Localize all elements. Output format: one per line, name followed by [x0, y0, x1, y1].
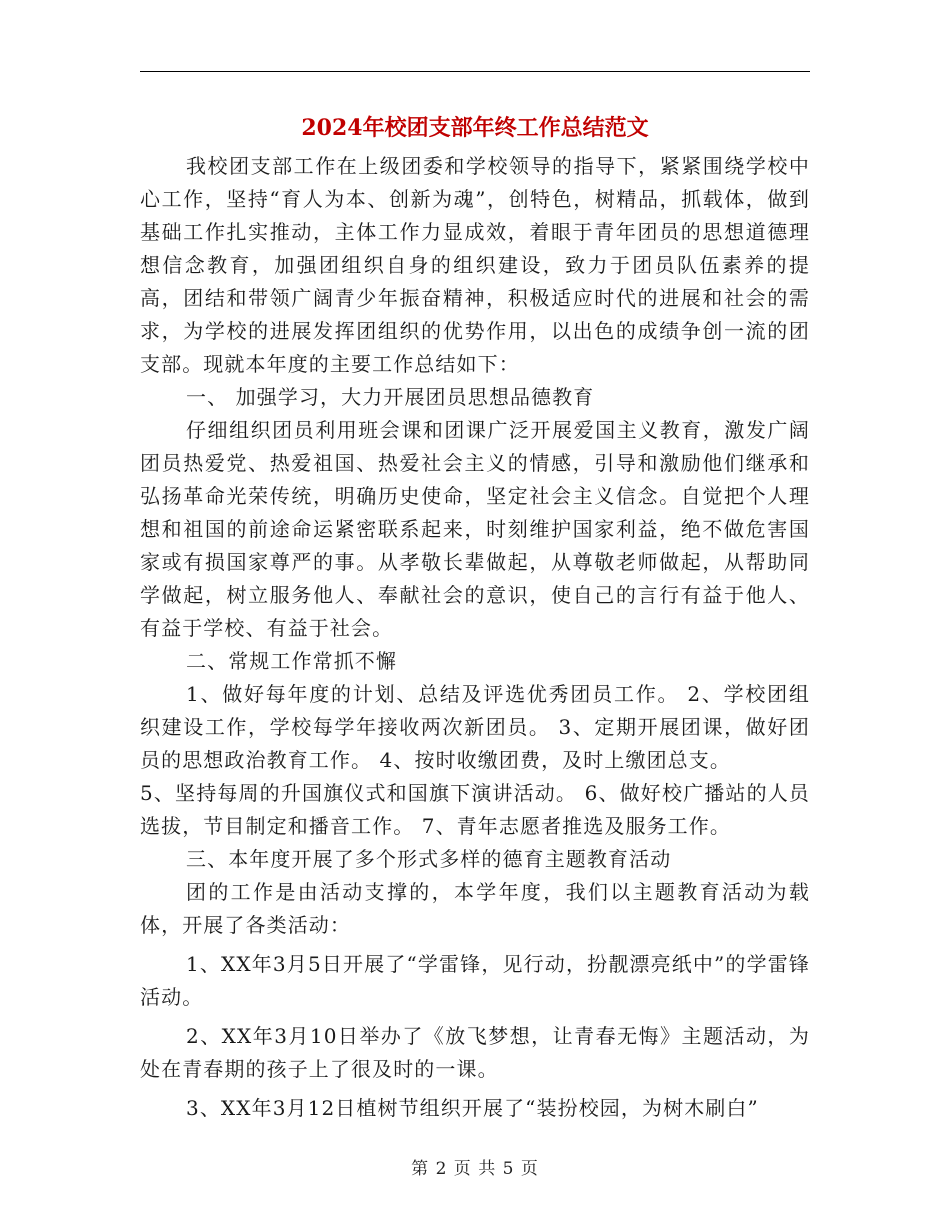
header-rule: [140, 71, 810, 72]
activity-item-2: 2、XX年3月10日举办了《放飞梦想，让青春无悔》主题活动，为处在青春期的孩子上了很及时的一课。: [140, 1024, 810, 1081]
document-body: [140, 150, 810, 1125]
paragraph-routine-2: 5、坚持每周的升国旗仪式和国旗下演讲活动。 6、做好校广播站的人员选拔，节目制定和播音工作。 7、青年志愿者推选及服务工作。: [140, 781, 810, 838]
section-heading-3: 三、本年度开展了多个形式多样的德育主题教育活动: [186, 847, 672, 871]
section-heading-1: 一、 加强学习，大力开展团员思想品德教育: [186, 385, 595, 409]
paragraph-section-1: 仔细组织团员利用班会课和团课广泛开展爱国主义教育，激发广阔团员热爱党、热爱祖国、热爱社会主义的情感，引导和激励他们继承和弘扬革命光荣传统，明确历史使命，坚定社会主义信念。自觉把个人理想和祖国的前途命运紧密联系起来，时刻维护国家利益，绝不做危害国家或有损国家尊严的事。从孝敬长辈做起，从尊敬老师做起，从帮助同学做起，树立服务他人、奉献社会的意识，使自己的言行有益于他人、有益于学校、有益于社会。: [140, 418, 810, 640]
page-number: 第 2 页 共 5 页: [411, 1159, 539, 1179]
activity-item-3: 3、XX年3月12日植树节组织开展了“装扮校园，为树木刷白”: [186, 1096, 759, 1120]
paragraph-intro: 我校团支部工作在上级团委和学校领导的指导下，紧紧围绕学校中心工作，坚持“育人为本、创新为魂”，创特色，树精品，抓载体，做到基础工作扎实推动，主体工作力显成效，着眼于青年团员的思想道德理想信念教育，加强团组织自身的组织建设，致力于团员队伍素养的提高，团结和带领广阔青少年振奋精神，积极适应时代的进展和社会的需求，为学校的进展发挥团组织的优势作用，以出色的成绩争创一流的团支部。现就本年度的主要工作总结如下：: [140, 154, 810, 376]
document-title: 2024年校团支部年终工作总结范文: [301, 115, 649, 141]
section-heading-2: 二、常规工作常抓不懈: [186, 649, 397, 673]
paragraph-activities-intro: 团的工作是由活动支撑的，本学年度，我们以主题教育活动为载体，开展了各类活动：: [140, 880, 810, 937]
paragraph-routine-1: 1、做好每年度的计划、总结及评选优秀团员工作。 2、学校团组织建设工作，学校每学年接收两次新团员。 3、定期开展团课，做好团员的思想政治教育工作。 4、按时收缴团费，及时上缴团总支。: [140, 682, 810, 772]
activity-item-1: 1、XX年3月5日开展了“学雷锋，见行动，扮靓漂亮纸中”的学雷锋活动。: [140, 952, 810, 1009]
